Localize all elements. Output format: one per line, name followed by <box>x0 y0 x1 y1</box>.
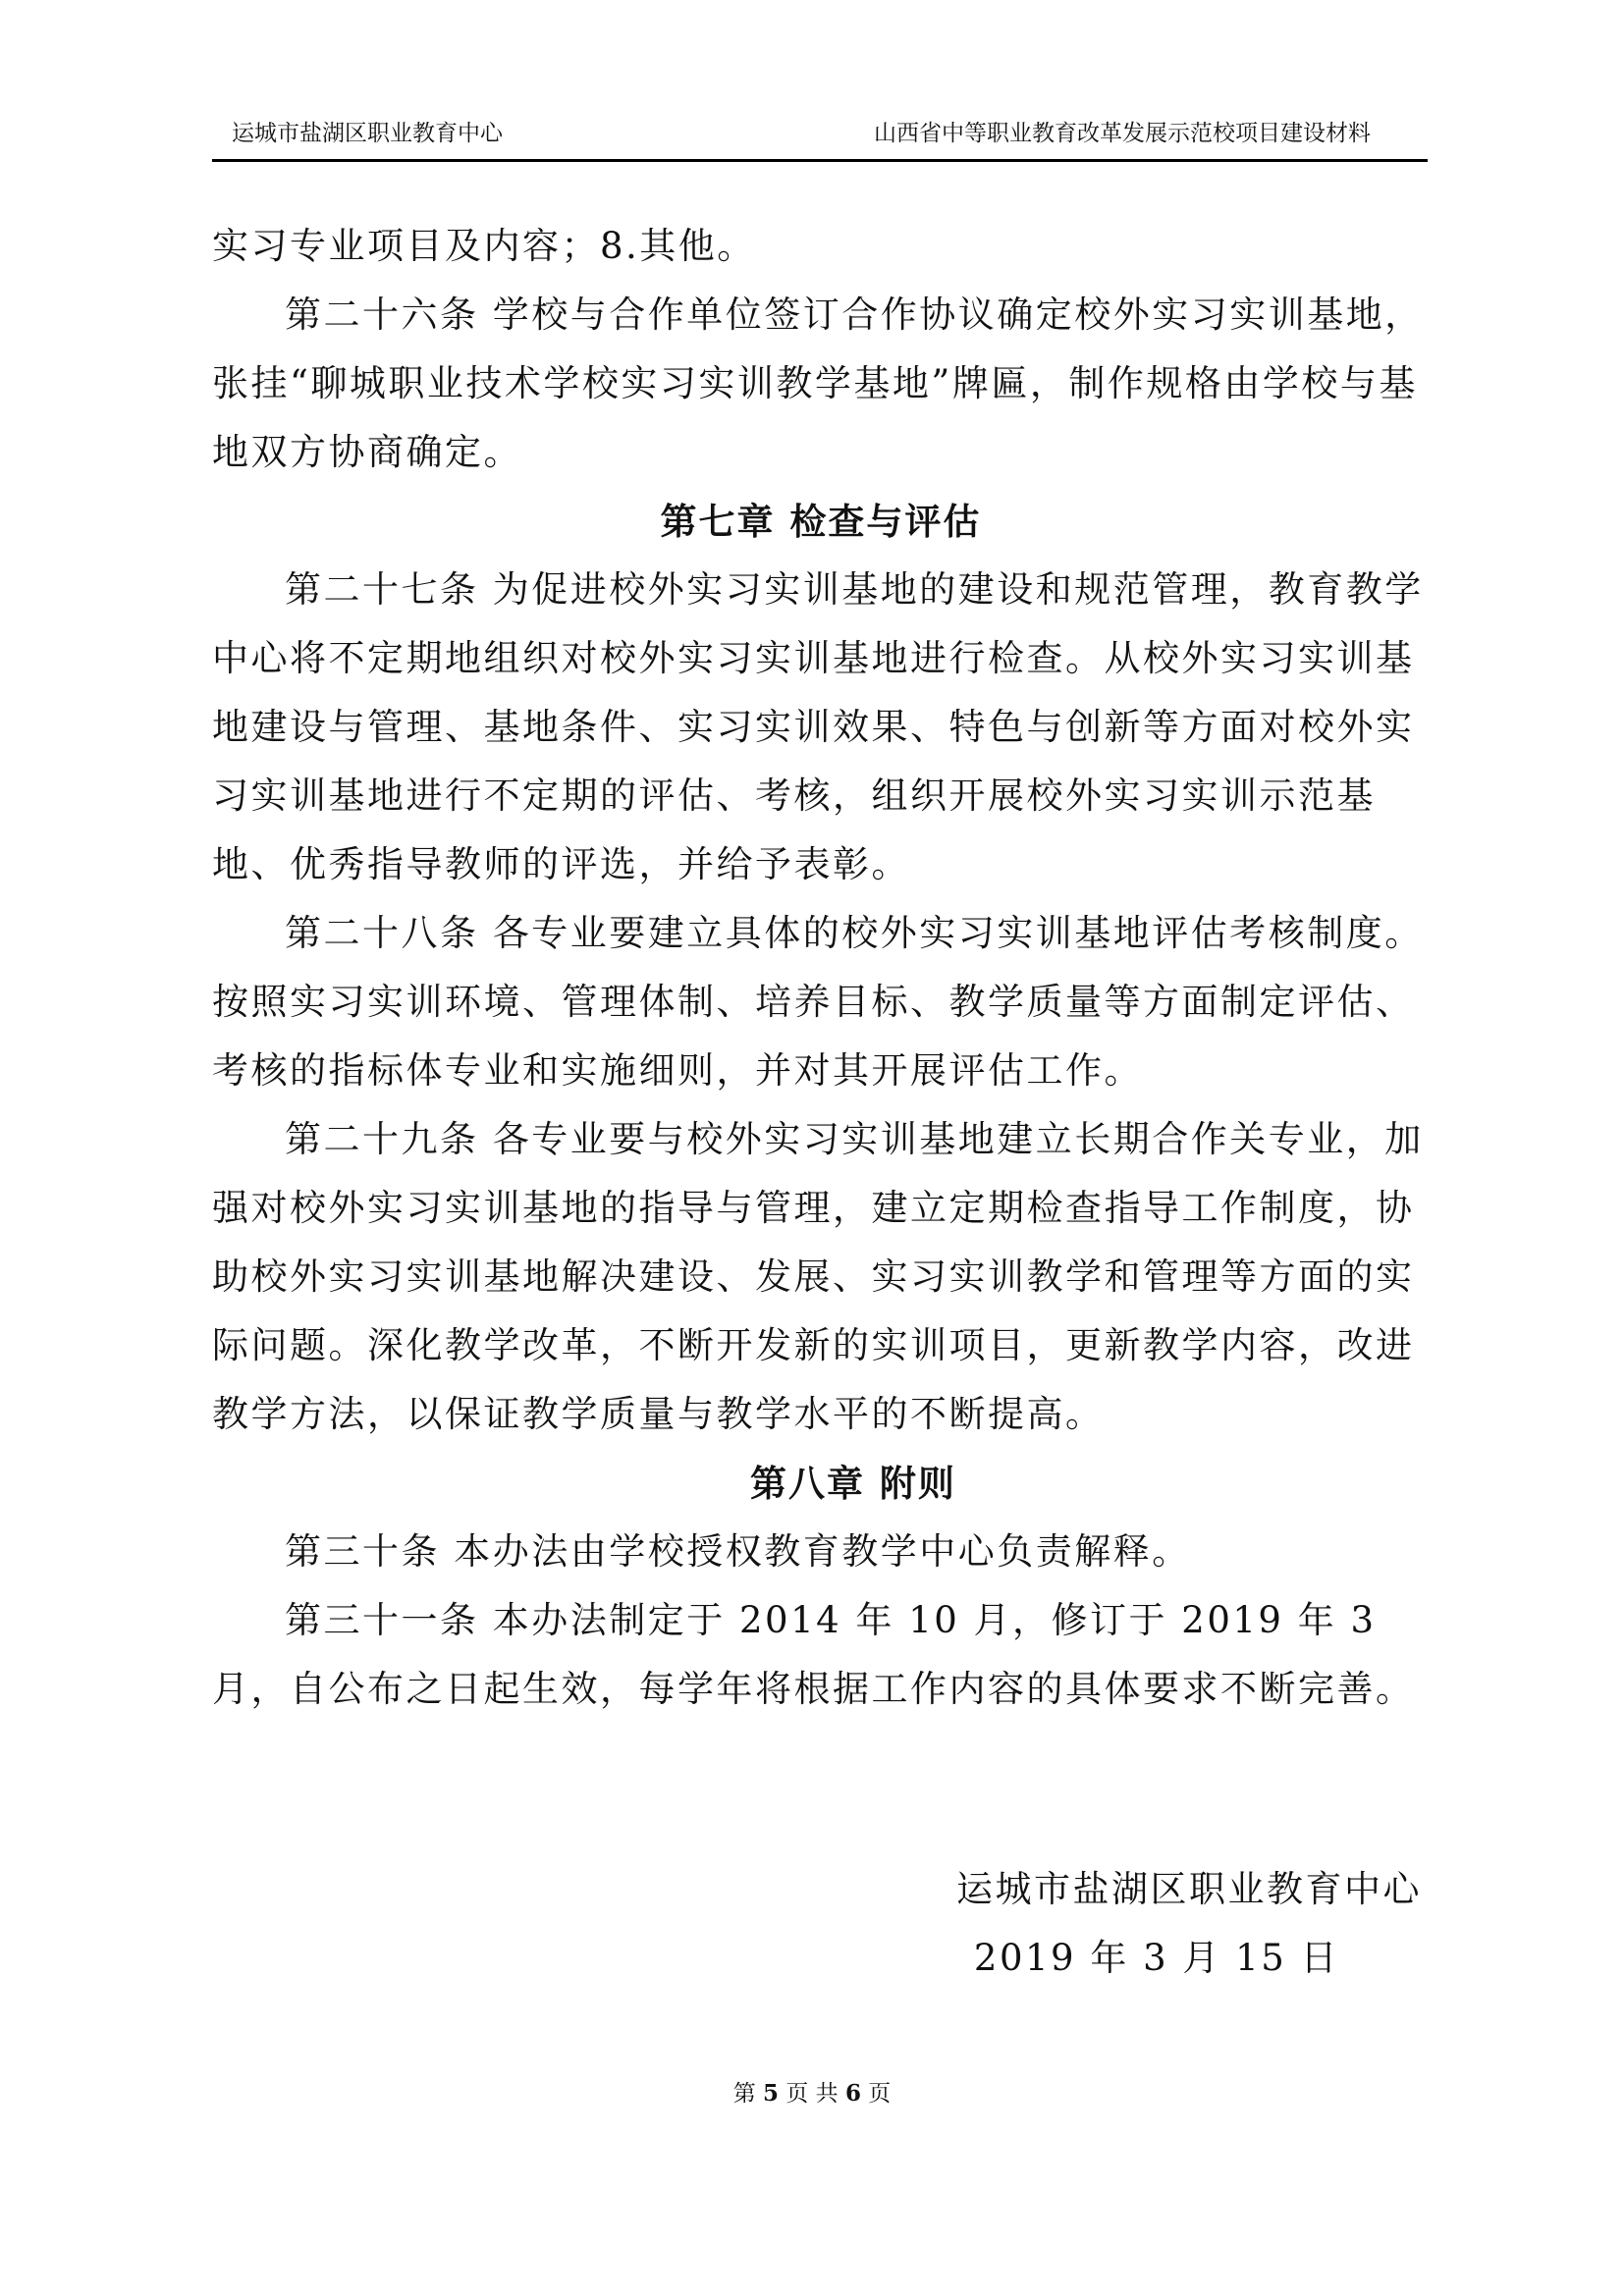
footer-prefix: 第 <box>732 2081 756 2107</box>
chapter-8-title: 第八章 附则 <box>750 1462 956 1505</box>
article-30: 第三十条 本办法由学校授权教育教学中心负责解释。 <box>285 1530 1191 1573</box>
page-header <box>212 110 1428 162</box>
article-31: 第三十一条 本办法制定于 2014 年 10 月，修订于 2019 年 3 月，自公布之日起生效，每学年将根据工作内容的具体要求不断完善。 <box>212 1599 1415 1710</box>
header-project-title: 山西省中等职业教育改革发展示范校项目建设材料 <box>874 121 1371 146</box>
footer-middle: 页 共 <box>785 2081 839 2107</box>
article-28: 第二十八条 各专业要建立具体的校外实习实训基地评估考核制度。按照实习实训环境、管理体制、培养目标、教学质量等方面制定评估、考核的指标体专业和实施细则，并对其开展评估工作。 <box>212 912 1424 1092</box>
signature-block <box>956 1855 1422 1993</box>
page-footer <box>0 2075 1624 2108</box>
document-body <box>212 212 1430 1724</box>
continuation-paragraph: 实习专业项目及内容；8.其他。 <box>212 225 756 267</box>
footer-total-pages: 6 <box>844 2080 861 2107</box>
article-26: 第二十六条 学校与合作单位签订合作协议确定校外实习实训基地，张挂“聊城职业技术学校实习实训教学基地”牌匾，制作规格由学校与基地双方协商确定。 <box>212 294 1424 473</box>
header-organization: 运城市盐湖区职业教育中心 <box>232 121 503 146</box>
article-29: 第二十九条 各专业要与校外实习实训基地建立长期合作关专业，加强对校外实习实训基地的指导与管理，建立定期检查指导工作制度，协助校外实习实训基地解决建设、发展、实习实训教学和管理等方面的实际问题。深化教学改革，不断开发新的实训项目，更新教学内容，改进教学方法，以保证教学质量与教学水平的不断提高。 <box>212 1118 1424 1435</box>
footer-current-page: 5 <box>763 2080 780 2107</box>
article-27: 第二十七条 为促进校外实习实训基地的建设和规范管理，教育教学中心将不定期地组织对校外实习实训基地进行检查。从校外实习实训基地建设与管理、基地条件、实习实训效果、特色与创新等方面对校外实习实训基地进行不定期的评估、考核，组织开展校外实习实训示范基地、优秀指导教师的评选，并给予表彰。 <box>212 568 1424 885</box>
signature-date: 2019 年 3 月 15 日 <box>973 1937 1339 1979</box>
signature-organization: 运城市盐湖区职业教育中心 <box>956 1868 1422 1910</box>
chapter-7-title: 第七章 检查与评估 <box>660 500 982 543</box>
footer-suffix: 页 <box>868 2081 892 2107</box>
